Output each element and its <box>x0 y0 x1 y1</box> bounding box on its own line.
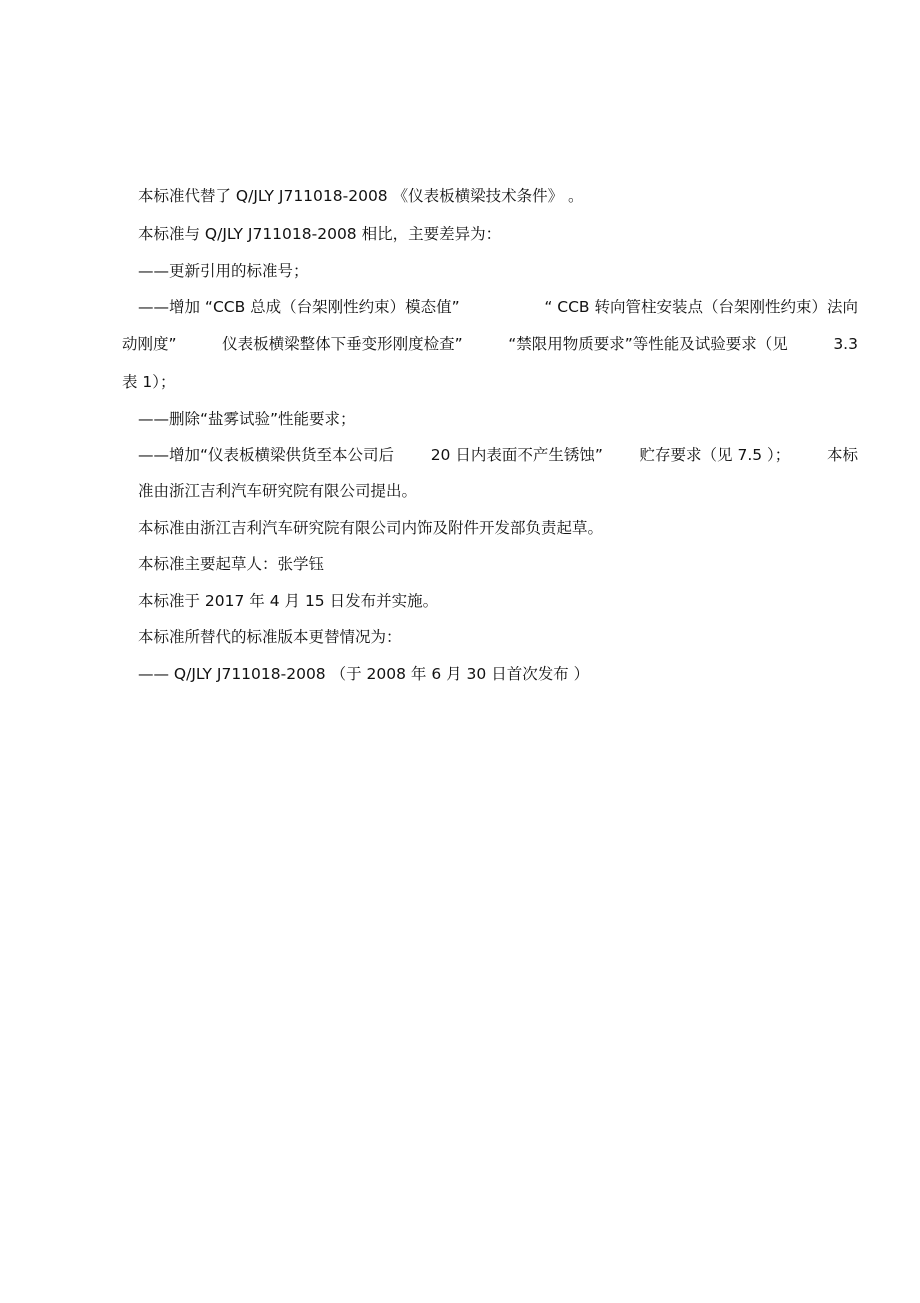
difference-item-4-part-1: ——增加“仪表板横梁供货至本公司后 <box>138 446 395 464</box>
difference-item-2-line-1 <box>138 297 858 317</box>
difference-item-4-part-2: 20 日内表面不产生锈蚀” <box>430 446 603 464</box>
difference-item-4-part-4: 本标 <box>826 446 858 464</box>
version-history-item: —— Q/JLY J711018-2008 （于 2008 年 6 月 30 日首次发布 ） <box>138 665 590 683</box>
differences-intro: 本标准与 Q/JLY J711018-2008 相比，主要差异为： <box>138 225 502 243</box>
difference-item-2-part-5: “禁限用物质要求”等性能及试验要求（见 <box>508 335 788 353</box>
difference-item-3: ——删除“盐雾试验”性能要求； <box>138 410 356 428</box>
difference-item-2-part-6: 3.3 <box>833 335 858 353</box>
difference-item-2-part-3: 动刚度” <box>122 335 177 353</box>
issue-date-statement: 本标准于 2017 年 4 月 15 日发布并实施。 <box>138 592 439 610</box>
difference-item-4-part-3: 贮存要求（见 7.5 ）； <box>639 446 791 464</box>
drafting-unit-statement: 本标准由浙江吉利汽车研究院有限公司内饰及附件开发部负责起草。 <box>138 519 604 537</box>
difference-item-2-line-3: 表 1）； <box>122 373 176 391</box>
difference-item-4-line-1 <box>138 445 858 465</box>
difference-item-2-line-2 <box>122 334 858 354</box>
difference-item-2-part-1: ——增加 “CCB 总成（台架刚性约束）模态值” <box>138 298 460 316</box>
drafter-statement: 本标准主要起草人：张学钰 <box>138 555 325 573</box>
difference-item-2-part-2: “ CCB 转向管柱安装点（台架刚性约束）法向 <box>544 298 858 316</box>
proposer-statement: 准由浙江吉利汽车研究院有限公司提出。 <box>138 482 418 500</box>
replacement-statement: 本标准代替了 Q/JLY J711018-2008 《仪表板横梁技术条件》 。 <box>138 187 584 205</box>
difference-item-2-part-4: 仪表板横梁整体下垂变形刚度检查” <box>222 335 463 353</box>
version-history-intro: 本标准所替代的标准版本更替情况为： <box>138 628 402 646</box>
difference-item-1: ——更新引用的标准号； <box>138 262 309 280</box>
